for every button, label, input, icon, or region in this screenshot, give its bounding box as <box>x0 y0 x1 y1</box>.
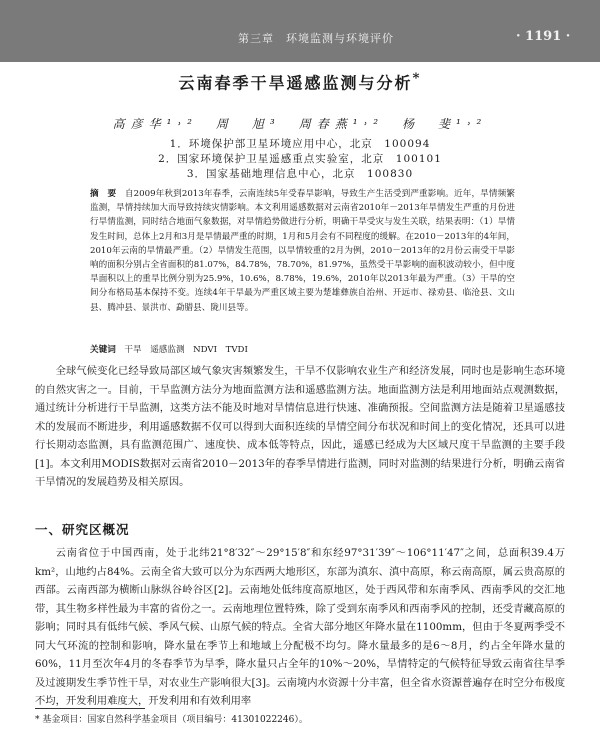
footnote-divider <box>35 708 145 709</box>
running-header-section: 第三章 环境监测与环境评价 <box>238 32 394 45</box>
affiliation-3: 3．国家基础地理信息中心，北京 100830 <box>186 168 414 180</box>
intro-paragraph: 全球气候变化已经导致局部区域气象灾害频繁发生，干旱不仅影响农业生产和经济发展，同时也是影响生态环境的自然灾害之一。目前，干旱监测方法分为地面监测方法和遥感监测方法。地面监测方法是利用地面站点观测数据，通过统计分析进行干旱监测，这类方法不能及时地对旱情信息进行快速、准确预报。空间监测方法是随着卫星遥感技术的发展而不断进步，利用遥感数据不仅可以得到大面积连续的旱情空间分布状况和时间上的变化情况，还具可以进行长期动态监测，具有监测范围广、速度快、成本低等特点，因此，遥感已经成为大区域尺度干旱监测的主要手段[1]。本文利用MODIS数据对云南省2010－2013年的春季旱情进行监测，同时对监测的结果进行分析，明确云南省干旱情况的发展趋势及相关原因。 <box>35 365 565 488</box>
paper-title-text: 云南春季干旱遥感监测与分析 <box>178 73 413 93</box>
keywords <box>90 343 515 355</box>
abstract <box>90 187 515 315</box>
section-paragraph: 云南省位于中国西南，处于北纬21°8′32″～29°15′8″和东经97°31′39″～106°11′47″之间，总面积39.4万km²，山地约占84%。云南全省大致可以分为东西两大地形区，东部为滇东、滇中高原，称云南高原，属云贵高原的西部。云南西部为横断山脉纵谷岭谷区[2]。云南地处低纬度高原地区，处于西风带和东南季风、西南季风的交汇地带，其生物多样性最为丰富的省份之一。云南地理位置特殊，除了受到东南季风和西南季风的控制，还受青藏高原的影响；同时具有低纬气候、季风气候、山原气候的特点。全省大部分地区年降水量在1100mm，但由于冬夏两季受不同大气环流的控制和影响，降水量在季节上和地域上分配极不均匀。降水量最多的是6～8月，约占全年降水量的60%，11月至次年4月的冬春季节为旱季，降水量只占全年的10%～20%，旱情特定的气候特征导致云南省往旱季及过渡期发生季节性干旱，对农业生产影响很大[3]。云南境内水资源十分丰富，但全省水资源普遍存在时空分布极度不均，开发利用难度大，开发利用和有效利用率 <box>35 547 565 707</box>
title-footnote-mark: * <box>412 70 422 86</box>
affiliation-2: 2．国家环境保护卫星遥感重点实验室，北京 100101 <box>158 153 442 165</box>
section-heading: 一、研究区概况 <box>35 522 130 537</box>
abstract-text: 自2009年秋到2013年春季，云南连续5年受春旱影响，导致生产生活受到严重影响。近年，旱情频繁监测，旱情持续加大而导致持续灾情影响。本文利用遥感数据对云南省2010年－2013年旱情发生严重的月份进行旱情监测，同时结合地面气象数据，对旱情趋势做进行分析，明确干旱受灾与发生关联，结果表明：（1）旱情发生时间，总体上2月和3月是旱情最严重的时期，1月和5月会有不同程度的缓解。在2010－2013年的4年间，2010年云南的旱情最严重。（2）旱情发生范围，以旱情较重的2月为例，2010－2013年的2月份云南受干旱影响的面积分别占全省面积的81.07%，84.78%，78.70%，81.97%，虽然受干旱影响的面积波动较小，但中度旱面积以上的重旱比例分别为25.9%，10.6%，8.78%，19.6%，2010年以2013年最为严重。（3）干旱的空间分布格局基本保持不变。连续4年干旱最为严重区域主要为楚雄彝族自治州、开远市、禄劝县、临沧县、文山县、腾冲县、景洪市、勐腊县、陇川县等。 <box>90 189 515 313</box>
paper-title <box>0 70 600 93</box>
author-list: 高彦华¹˒² 周 旭³ 周春燕¹˒² 杨 斐¹˒² <box>112 117 488 131</box>
footnote: * 基金项目：国家自然科学基金项目（项目编号：41301022246）。 <box>35 715 308 725</box>
affiliation-1: 1．环境保护部卫星环境应用中心，北京 100094 <box>169 138 431 150</box>
keywords-label: 关键词 <box>90 345 116 355</box>
abstract-label: 摘 要 <box>90 189 117 199</box>
keywords-text: 干旱 遥感监测 NDVI TVDI <box>124 345 248 355</box>
page-number: · 1191 · <box>516 29 571 44</box>
running-header <box>0 0 600 62</box>
